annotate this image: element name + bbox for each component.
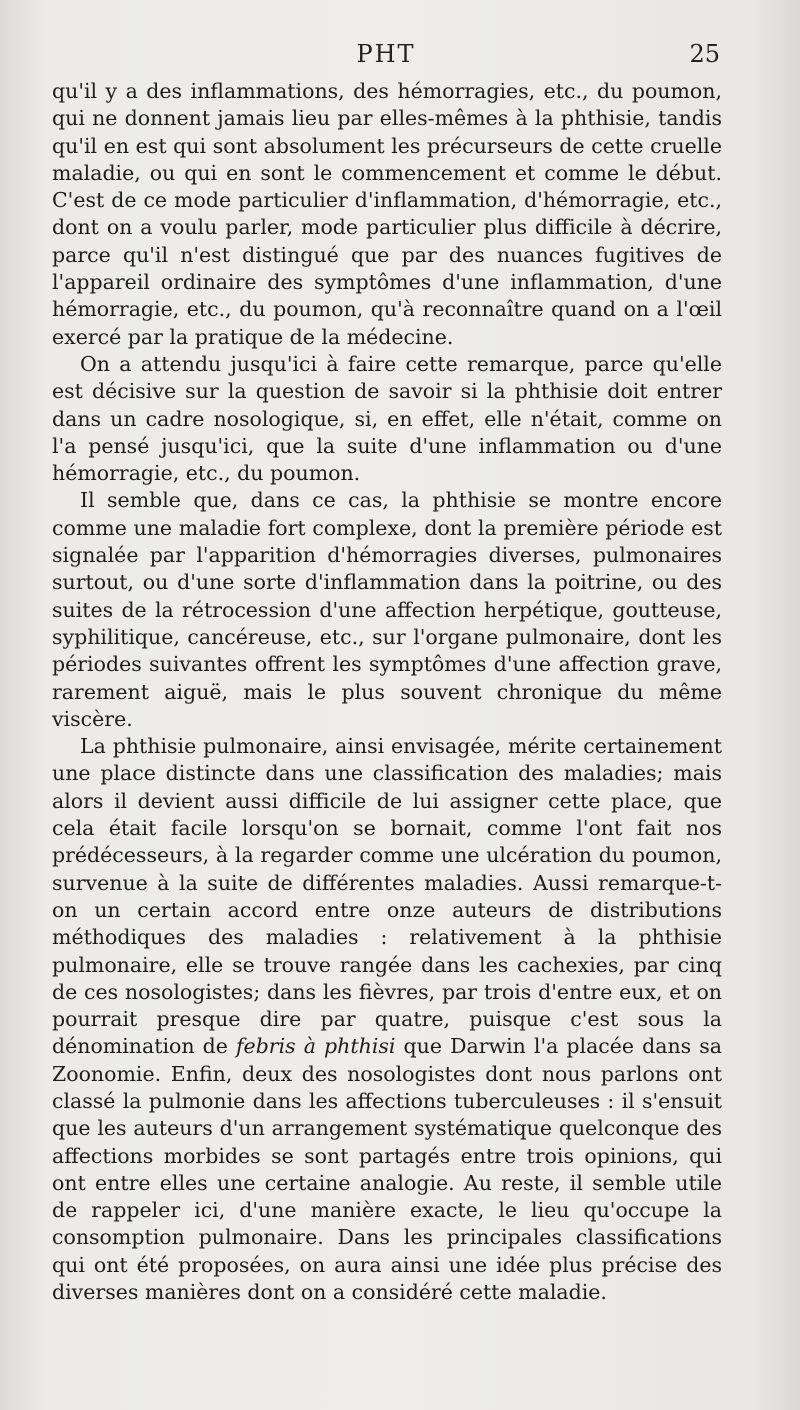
paragraph-3: Il semble que, dans ce cas, la phthisie se montre encore comme une maladie fort complexe, dont la première période est signalée par l'apparition d'hémorragies diverses, pulmonaires surtout, ou d'une sorte d'inflammation dans la poitrine, ou des suites de la rétrocession d'une affection herpétique, goutteuse, syphilitique, cancéreuse, etc., sur l'organe pulmonaire, dont les périodes suivantes offrent les symptômes d'une affection grave, rarement aiguë, mais le plus souvent chronique du même viscère.	[52, 488, 722, 731]
running-head: PHT	[356, 40, 416, 68]
paragraph-2: On a attendu jusqu'ici à faire cette remarque, parce qu'elle est décisive sur la question de savoir si la phthisie doit entrer dans un cadre nosologique, si, en effet, elle n'était, comme on l'a pensé jusqu'ici, que la suite d'une inflammation ou d'une hémorragie, etc., du poumon.	[52, 351, 722, 486]
body-text	[52, 78, 722, 1306]
paragraph-4	[52, 733, 722, 1306]
paragraph-4-text-after: que Darwin l'a placée dans sa Zoonomie. Enfin, deux des nosologistes dont nous parlons ont classé la pulmonie dans les affections tuberculeuses : il s'ensuit que les auteurs d'un arrangement systématique quelconque des affections morbides se sont partagés entre trois opinions, qui ont entre elles une certaine analogie. Au reste, il semble utile de rappeler ici, d'une manière exacte, le lieu qu'occupe la consomption pulmonaire. Dans les principales classifications qui ont été proposées, on aura ainsi une idée plus précise des diverses manières dont on a considéré cette maladie.	[52, 1034, 722, 1305]
paragraph-4-text-before: La phthisie pulmonaire, ainsi envisagée, mérite certainement une place distincte dans une classification des maladies; mais alors il devient aussi difficile de lui assigner cette place, que cela était facile lorsqu'on se bornait, comme l'ont fait nos prédécesseurs, à la regarder comme une ulcération du poumon, survenue à la suite de différentes maladies. Aussi remarque-t-on un certain accord entre onze auteurs de distributions méthodiques des maladies : relativement à la phthisie pulmonaire, elle se trouve rangée dans les cachexies, par cinq de ces nosologistes; dans les fièvres, par trois d'entre eux, et on pourrait presque dire par quatre, puisque c'est sous la dénomination de	[52, 734, 722, 1059]
paragraph-4-italic-term: febris à phthisi	[235, 1034, 396, 1059]
page-number: 25	[689, 40, 720, 68]
paragraph-1: qu'il y a des inflammations, des hémorragies, etc., du poumon, qui ne donnent jamais lieu par elles-mêmes à la phthisie, tandis qu'il en est qui sont absolument les précurseurs de cette cruelle maladie, ou qui en sont le commencement et comme le début. C'est de ce mode particulier d'inflammation, d'hémorragie, etc., dont on a voulu parler, mode particulier plus difficile à décrire, parce qu'il n'est distingué que par des nuances fugitives de l'appareil ordinaire des symptômes d'une inflammation, d'une hémorragie, etc., du poumon, qu'à reconnaître quand on a l'œil exercé par la pratique de la médecine.	[52, 79, 722, 349]
page-header	[52, 40, 720, 76]
